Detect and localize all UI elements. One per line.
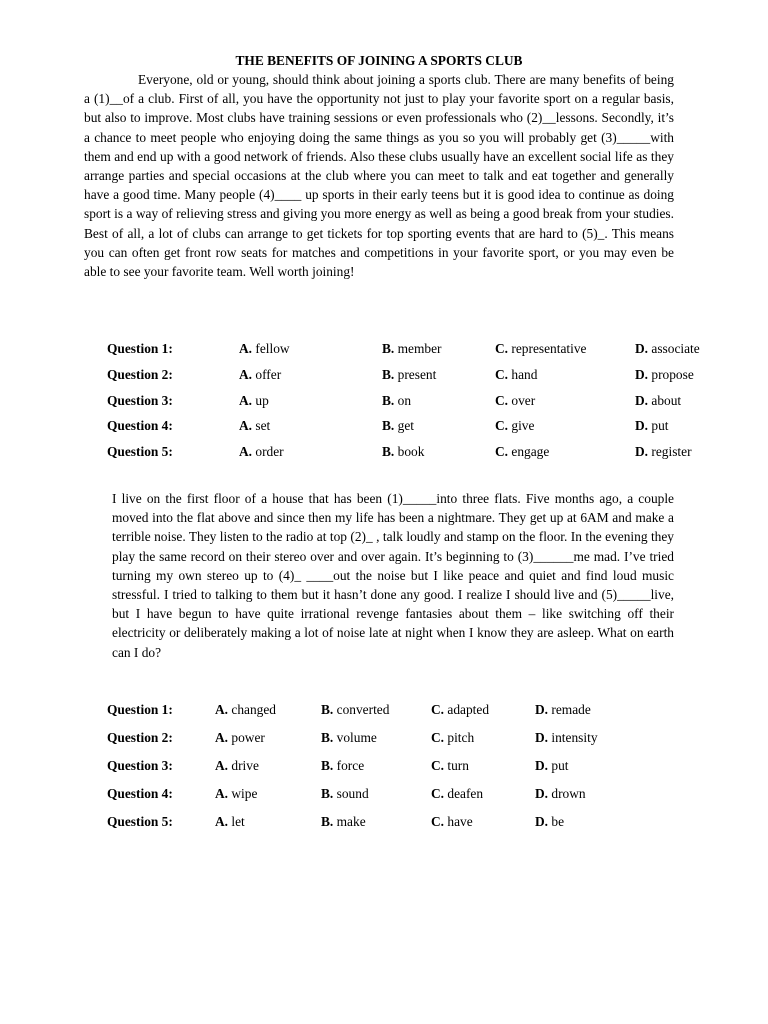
- option-text: book: [397, 444, 425, 460]
- option-b[interactable]: [382, 367, 436, 383]
- question-label: Question 2:: [107, 366, 173, 382]
- option-letter: C.: [431, 702, 445, 717]
- option-a[interactable]: [215, 786, 257, 802]
- option-text: be: [551, 814, 565, 829]
- passage-1: Everyone, old or young, should think about joining a sports club. There are many benefits of being a (1)__of a club. First of all, you have the opportunity not just to play your favorite sport on a regular basis, but also to improve. Most clubs have training sessions or even professionals who (2)__lessons. Secondly, it’s a chance to meet people who enjoying doing the same things as you so you will probably get (3)_____with them and end up with a good network of friends. Also these clubs usually have an excellent social life as they arrange parties and special occasions at the club where you can meet to talk and eat together and generally have a good time. Many people (4)____ up sports in their early teens but it is good idea to continue as doing sport is a way of relieving stress and giving you more energy as well as being a good break from your studies. Best of all, a lot of clubs can arrange to get tickets for top sporting events that are hard to (5)_. This means you can often get front row seats for matches and competitions in your favorite sport, or you may even be able to see your favorite team. Well worth joining!: [84, 72, 674, 280]
- option-text: present: [397, 366, 437, 382]
- option-b[interactable]: [321, 786, 369, 802]
- option-d[interactable]: [635, 367, 694, 383]
- option-text: engage: [511, 444, 550, 460]
- option-d[interactable]: [535, 786, 586, 802]
- option-text: turn: [447, 758, 469, 773]
- option-c[interactable]: [495, 341, 586, 357]
- option-text: put: [651, 418, 669, 434]
- option-letter: A.: [215, 786, 229, 801]
- option-text: propose: [651, 366, 694, 382]
- option-text: power: [231, 730, 265, 745]
- option-letter: B.: [382, 366, 395, 382]
- option-d[interactable]: [635, 393, 681, 409]
- option-a[interactable]: [239, 418, 270, 434]
- option-letter: C.: [495, 418, 509, 434]
- option-d[interactable]: [535, 702, 591, 718]
- option-c[interactable]: [431, 814, 473, 830]
- option-text: drown: [551, 786, 586, 801]
- option-letter: D.: [635, 418, 649, 434]
- option-letter: D.: [535, 758, 549, 773]
- option-letter: C.: [431, 730, 445, 745]
- option-c[interactable]: [431, 702, 489, 718]
- option-d[interactable]: [635, 341, 700, 357]
- option-text: hand: [511, 366, 538, 382]
- option-b[interactable]: [382, 418, 414, 434]
- option-a[interactable]: [239, 393, 269, 409]
- option-d[interactable]: [535, 758, 569, 774]
- option-text: fellow: [255, 341, 290, 356]
- option-d[interactable]: [535, 814, 564, 830]
- option-text: volume: [336, 730, 377, 745]
- option-letter: B.: [382, 418, 395, 434]
- option-c[interactable]: [495, 444, 549, 460]
- option-a[interactable]: [215, 758, 259, 774]
- option-text: intensity: [551, 730, 598, 745]
- option-a[interactable]: [215, 814, 245, 830]
- option-a[interactable]: [239, 341, 290, 357]
- option-text: let: [231, 814, 245, 829]
- option-text: put: [551, 758, 569, 773]
- option-text: offer: [255, 366, 282, 382]
- option-text: drive: [231, 758, 259, 773]
- option-letter: D.: [535, 730, 549, 745]
- option-text: have: [447, 814, 473, 829]
- option-letter: A.: [215, 814, 229, 829]
- question-label: Question 1:: [107, 702, 173, 717]
- option-text: get: [397, 418, 414, 434]
- option-letter: C.: [431, 814, 445, 829]
- question-label: Question 5:: [107, 814, 173, 829]
- option-text: deafen: [447, 786, 484, 801]
- option-b[interactable]: [382, 444, 424, 460]
- question-label: Question 4:: [107, 786, 173, 801]
- option-a[interactable]: [215, 702, 276, 718]
- question-label: Question 3:: [107, 758, 173, 773]
- option-text: representative: [511, 341, 587, 356]
- option-letter: D.: [635, 366, 649, 382]
- option-a[interactable]: [239, 444, 284, 460]
- option-c[interactable]: [495, 393, 535, 409]
- option-letter: B.: [321, 786, 334, 801]
- option-text: wipe: [231, 786, 258, 801]
- option-letter: A.: [215, 730, 229, 745]
- option-letter: A.: [215, 758, 229, 773]
- option-letter: B.: [321, 702, 334, 717]
- option-letter: B.: [382, 341, 395, 356]
- option-letter: B.: [382, 444, 395, 460]
- question-label: Question 2:: [107, 730, 173, 745]
- option-text: adapted: [447, 702, 490, 717]
- option-letter: A.: [239, 418, 253, 434]
- option-b[interactable]: [321, 758, 364, 774]
- option-d[interactable]: [635, 418, 669, 434]
- option-text: make: [336, 814, 366, 829]
- option-b[interactable]: [382, 393, 411, 409]
- option-a[interactable]: [239, 367, 281, 383]
- option-text: member: [397, 341, 442, 356]
- option-letter: C.: [495, 444, 509, 460]
- option-text: sound: [336, 786, 369, 801]
- option-d[interactable]: [635, 444, 692, 460]
- option-letter: D.: [635, 341, 649, 356]
- option-text: force: [336, 758, 365, 773]
- option-c[interactable]: [431, 786, 483, 802]
- option-text: give: [511, 418, 535, 434]
- question-label: Question 3:: [107, 392, 173, 408]
- option-text: about: [651, 392, 682, 408]
- option-text: on: [397, 392, 412, 408]
- option-a[interactable]: [215, 730, 265, 746]
- option-d[interactable]: [535, 730, 598, 746]
- option-letter: C.: [495, 392, 509, 408]
- option-letter: C.: [431, 786, 445, 801]
- option-b[interactable]: [382, 341, 442, 357]
- passage-2: I live on the first floor of a house that has been (1)_____into three flats. Five months ago, a couple moved into the flat above and since then my life has been a nightmare. They get up at 6AM and make a terrible noise. They listen to the radio at top (2)_ , talk loudly and stamp on the floor. In the evening they play the same record on their stereo over and over again. It’s beginning to (3)______me mad. I’ve tried turning my own stereo up to (4)_ ____out the noise but I like peace and quiet and find loud music stressful. I tried to talking to them but it hasn’t done any good. I realize I should live and (5)_____live, but I have begun to have quite irrational revenge fantasies about them – like switching off their electricity or deliberately making a lot of noise late at night when I know they are asleep. What on earth can I do?: [112, 491, 674, 660]
- option-letter: C.: [431, 758, 445, 773]
- option-c[interactable]: [431, 730, 474, 746]
- option-text: pitch: [447, 730, 475, 745]
- option-letter: A.: [215, 702, 229, 717]
- question-label: Question 4:: [107, 418, 173, 434]
- option-c[interactable]: [431, 758, 469, 774]
- option-text: register: [651, 444, 692, 460]
- question-label: Question 5:: [107, 444, 173, 460]
- option-text: set: [255, 418, 271, 434]
- option-text: converted: [336, 702, 390, 717]
- option-letter: A.: [239, 341, 253, 356]
- option-text: remade: [551, 702, 591, 717]
- option-b[interactable]: [321, 702, 389, 718]
- option-letter: B.: [321, 758, 334, 773]
- option-letter: D.: [535, 814, 549, 829]
- option-letter: D.: [535, 702, 549, 717]
- option-letter: D.: [535, 786, 549, 801]
- option-letter: D.: [635, 392, 649, 408]
- option-letter: C.: [495, 366, 509, 382]
- option-b[interactable]: [321, 814, 366, 830]
- option-text: over: [511, 392, 536, 408]
- option-letter: A.: [239, 392, 253, 408]
- option-letter: C.: [495, 341, 509, 356]
- option-c[interactable]: [495, 367, 537, 383]
- question-label: Question 1:: [107, 341, 173, 356]
- page-title: THE BENEFITS OF JOINING A SPORTS CLUB: [235, 53, 523, 68]
- option-text: order: [255, 444, 284, 460]
- option-letter: A.: [239, 366, 253, 382]
- option-text: associate: [651, 341, 700, 356]
- option-letter: D.: [635, 444, 649, 460]
- option-c[interactable]: [495, 418, 534, 434]
- option-letter: B.: [321, 814, 334, 829]
- option-text: changed: [231, 702, 277, 717]
- option-b[interactable]: [321, 730, 377, 746]
- option-text: up: [255, 392, 269, 408]
- option-letter: B.: [382, 392, 395, 408]
- option-letter: A.: [239, 444, 253, 460]
- option-letter: B.: [321, 730, 334, 745]
